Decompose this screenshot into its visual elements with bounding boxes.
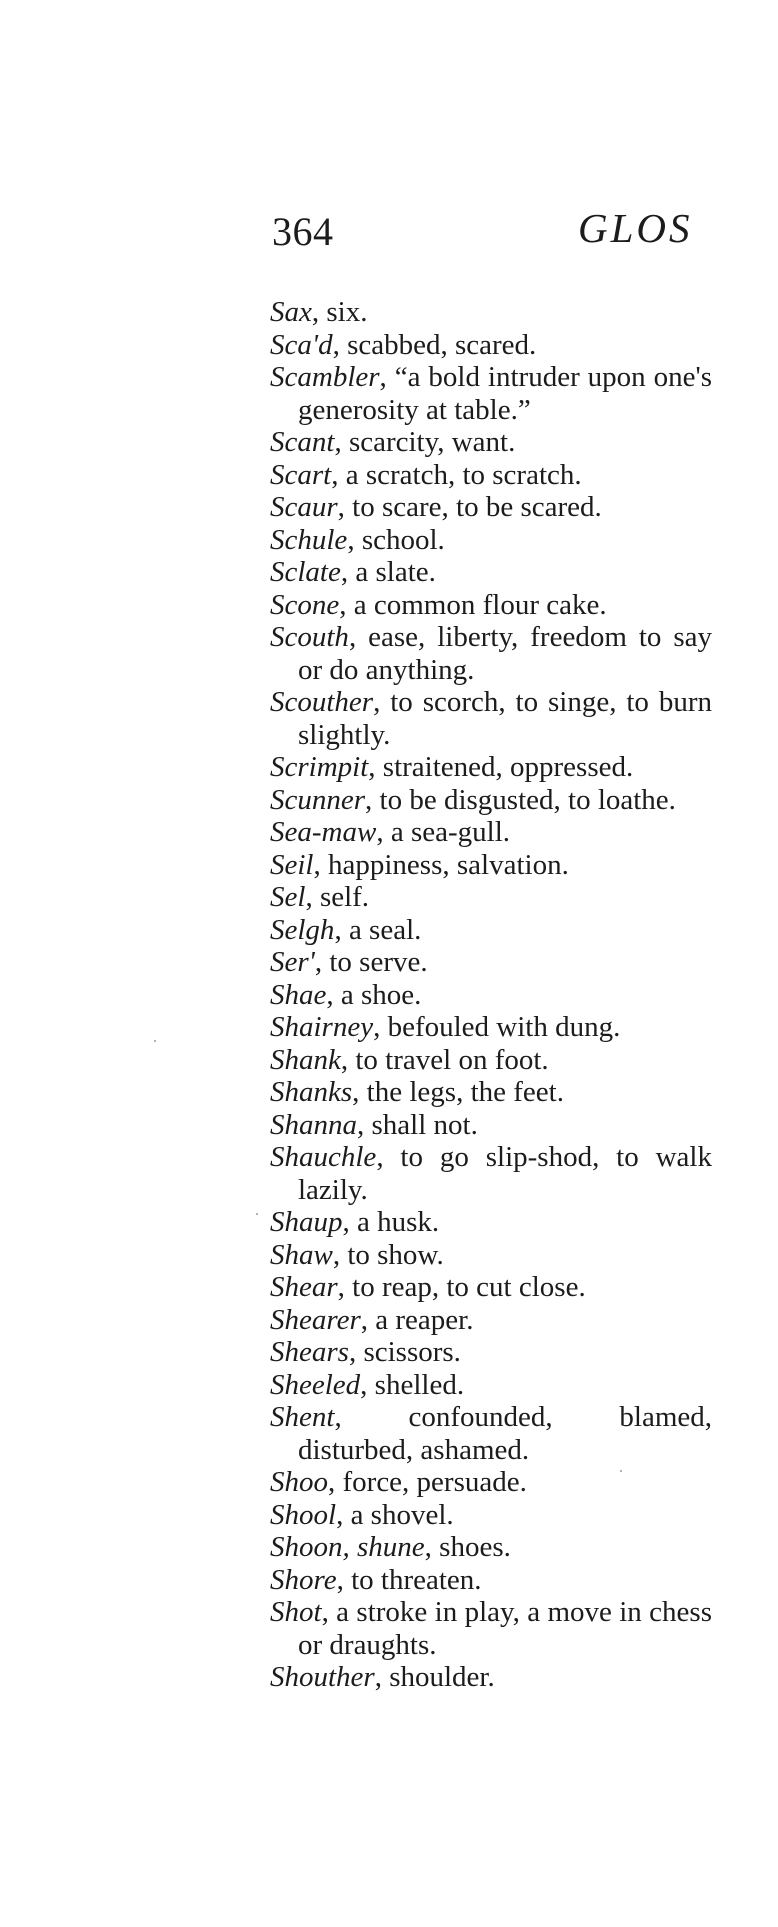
definition: , confounded, blamed, disturbed, ashamed.	[298, 1401, 712, 1466]
definition: , a reaper.	[360, 1303, 474, 1336]
headword: Shearer	[270, 1303, 361, 1336]
definition: , shelled.	[360, 1368, 465, 1401]
glossary-entry	[270, 881, 712, 914]
headword: Shae	[270, 978, 327, 1011]
headword: Shanks	[270, 1076, 353, 1108]
definition: , the legs, the feet.	[352, 1076, 564, 1108]
headword: Selgh	[270, 913, 335, 946]
glossary-entry	[270, 946, 712, 979]
scan-speck	[154, 1040, 156, 1042]
definition: , to scare, to be scared.	[337, 491, 602, 523]
glossary-entry	[270, 849, 712, 882]
glossary-entry	[270, 1564, 712, 1597]
glossary-entry	[270, 1206, 712, 1239]
headword: Shent	[270, 1401, 335, 1433]
glossary-entry	[270, 524, 712, 557]
definition: , a shoe.	[326, 978, 422, 1011]
definition: , self.	[305, 881, 370, 913]
glossary-entry	[270, 1141, 712, 1206]
headword: Scunner	[270, 783, 366, 816]
definition: , to scorch, to singe, to burn slightly.	[298, 686, 712, 751]
definition: , to show.	[332, 1238, 444, 1271]
glossary-entry	[270, 329, 712, 362]
definition: , straitened, oppressed.	[368, 751, 634, 783]
definition: , a husk.	[342, 1206, 440, 1238]
definition: , shoulder.	[374, 1661, 495, 1693]
headword: Sea-maw	[270, 816, 377, 848]
headword: Shanna	[270, 1108, 357, 1141]
definition: , happiness, salvation.	[313, 848, 569, 881]
headword: Shoon, shune	[270, 1531, 425, 1563]
definition: , to be disgusted, to loathe.	[365, 783, 676, 816]
definition: , to serve.	[314, 946, 428, 978]
headword: Sax	[270, 296, 312, 328]
definition: , a scratch, to scratch.	[331, 458, 582, 491]
glossary-entry	[270, 979, 712, 1012]
glossary-entry	[270, 686, 712, 751]
headword: Scrimpit	[270, 751, 369, 783]
headword: Shouther	[270, 1661, 375, 1693]
headword: Sca'd	[270, 328, 333, 361]
headword: Scouther	[270, 686, 374, 718]
glossary-entry	[270, 1499, 712, 1532]
headword: Shoo	[270, 1466, 328, 1498]
headword: Scart	[270, 458, 332, 491]
glossary-entry	[270, 914, 712, 947]
glossary-entry	[270, 1239, 712, 1272]
glossary-entry	[270, 1531, 712, 1564]
glossary-entry	[270, 1271, 712, 1304]
definition: , to threaten.	[336, 1563, 482, 1596]
glossary-entry	[270, 1304, 712, 1337]
definition: , scabbed, scared.	[332, 328, 537, 361]
headword: Scone	[270, 588, 340, 621]
headword: Sheeled	[270, 1368, 361, 1401]
glossary-entry	[270, 1336, 712, 1369]
glossary-entry	[270, 621, 712, 686]
headword: Shore	[270, 1563, 337, 1596]
glossary-entry	[270, 491, 712, 524]
definition: , shall not.	[357, 1108, 478, 1141]
definition: , a stroke in play, a move in chess or draughts.	[298, 1596, 712, 1661]
page-number: 364	[272, 209, 334, 254]
scan-speck	[256, 1213, 258, 1215]
headword: Ser'	[270, 946, 315, 978]
definition: , “a bold intruder upon one's generosity at table.”	[298, 361, 712, 426]
headword: Scouth	[270, 621, 349, 653]
glossary-entry	[270, 1044, 712, 1077]
definition: , to go slip-shod, to walk lazily.	[298, 1141, 712, 1206]
definition: , a sea-gull.	[376, 816, 510, 848]
glossary-entry	[270, 589, 712, 622]
glossary-entry	[270, 361, 712, 426]
headword: Shairney	[270, 1011, 374, 1043]
glossary-entry	[270, 1369, 712, 1402]
headword: Schule	[270, 523, 348, 556]
definition: , ease, liberty, freedom to say or do anything.	[298, 621, 712, 686]
headword: Shank	[270, 1043, 341, 1076]
glossary-entry	[270, 1401, 712, 1466]
definition: , to reap, to cut close.	[337, 1271, 586, 1303]
headword: Shaw	[270, 1238, 333, 1271]
definition: , shoes.	[424, 1531, 511, 1563]
glossary-entry	[270, 426, 712, 459]
definition: , befouled with dung.	[373, 1011, 621, 1043]
glossary-entry	[270, 1661, 712, 1694]
glossary-entry	[270, 296, 712, 329]
glossary-entry	[270, 1011, 712, 1044]
headword: Shot	[270, 1596, 322, 1628]
headword: Seil	[270, 848, 314, 881]
headword: Shauchle	[270, 1141, 377, 1173]
glossary-entry	[270, 556, 712, 589]
headword: Scant	[270, 426, 335, 458]
headword: Shears	[270, 1336, 349, 1368]
definition: , six.	[311, 296, 368, 328]
definition: , scarcity, want.	[334, 426, 516, 458]
glossary-entry	[270, 816, 712, 849]
definition: , a shovel.	[336, 1498, 454, 1531]
glossary-entry	[270, 1076, 712, 1109]
glossary-entry	[270, 751, 712, 784]
headword: Shaup	[270, 1206, 343, 1238]
definition: , scissors.	[348, 1336, 461, 1368]
glossary-list	[270, 296, 712, 1694]
definition: , a seal.	[334, 913, 422, 946]
glossary-entry	[270, 784, 712, 817]
glossary-entry	[270, 1466, 712, 1499]
headword: Shool	[270, 1498, 337, 1531]
definition: , a slate.	[340, 556, 436, 588]
definition: , to travel on foot.	[340, 1043, 549, 1076]
headword: Scambler	[270, 361, 380, 393]
glossary-entry	[270, 1596, 712, 1661]
running-head: GLOS	[578, 205, 693, 251]
headword: Sclate	[270, 556, 341, 588]
glossary-entry	[270, 1109, 712, 1142]
definition: , a common flour cake.	[339, 588, 607, 621]
scan-speck	[620, 1470, 622, 1472]
headword: Shear	[270, 1271, 338, 1303]
glossary-entry	[270, 459, 712, 492]
headword: Scaur	[270, 491, 338, 523]
definition: , force, persuade.	[328, 1466, 527, 1498]
definition: , school.	[347, 523, 445, 556]
headword: Sel	[270, 881, 306, 913]
